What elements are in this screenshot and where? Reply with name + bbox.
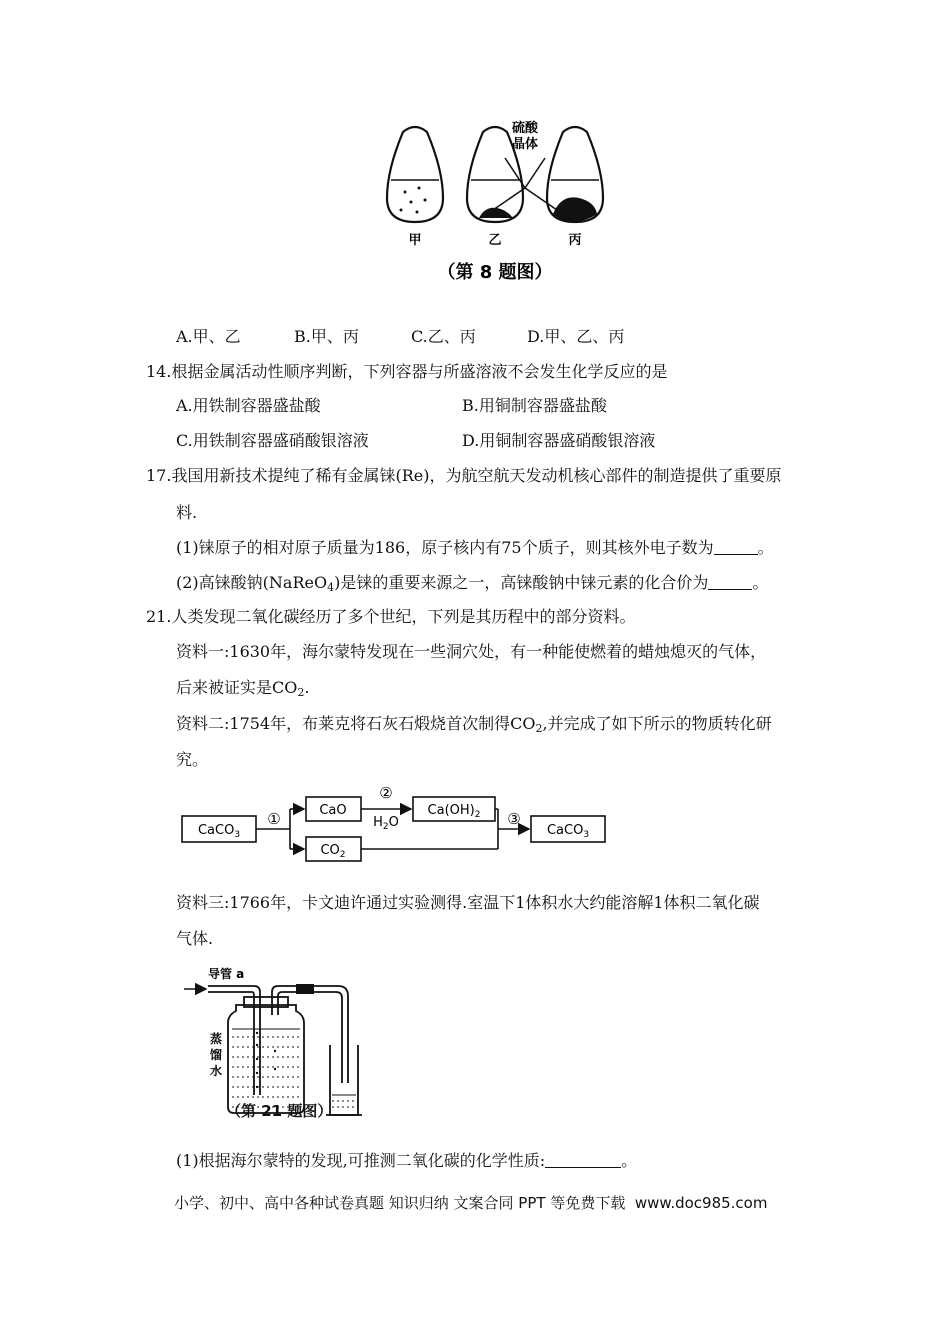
q21-stem: 21.人类发现二氧化碳经历了多个世纪，下列是其历程中的部分资料。 — [146, 607, 636, 626]
footer — [174, 1192, 767, 1213]
q17-part1 — [176, 538, 774, 558]
q17-part2 — [176, 573, 768, 593]
q14-option-c: C.用铁制容器盛硝酸银溶液 — [176, 431, 369, 450]
q13-option-c: C.乙、丙 — [411, 327, 476, 346]
q21-material1-line1: 资料一:1630年，海尔蒙特发现在一些洞穴处，有一种能使燃着的蜡烛熄灭的气体， — [176, 642, 767, 661]
flask-label-bing: 丙 — [568, 233, 582, 248]
footer-url[interactable]: www.doc985.com — [634, 1194, 768, 1212]
step-2-label: ② — [379, 784, 393, 802]
label-caco3-end: CaCO$_3$ — [546, 823, 590, 840]
q17-stem-line1: 17.我国用新技术提纯了稀有金属铼(Re)，为航空航天发动机核心部件的制造提供了重要原 — [146, 466, 782, 485]
figure-8-caption: （第 8 题图） — [437, 262, 553, 283]
q17-part2-sub: 4 — [327, 581, 335, 594]
q21-m2-end: ,并完成了如下所示的物质转化研 — [542, 714, 772, 733]
step-1-label: ① — [267, 810, 281, 828]
q17-part2-end: 。 — [752, 573, 769, 592]
figure-8-flasks — [375, 110, 605, 290]
flask-label-yi: 乙 — [488, 233, 502, 248]
q14-stem: 14.根据金属活动性顺序判断，下列容器与所盛溶液不会发生化学反应的是 — [146, 362, 668, 381]
q21-m2-sub: 2 — [535, 722, 543, 735]
water-label-char3: 水 — [209, 1064, 223, 1078]
figure-21-caption: （第 21 题图） — [226, 1102, 333, 1120]
q21-part1 — [176, 1151, 637, 1171]
q21-material2-line2: 究。 — [176, 750, 209, 769]
crystal-label-line2: 晶体 — [511, 137, 539, 152]
label-co2: $CO_2$ — [320, 843, 346, 860]
q21-material3-line2: 气体. — [176, 929, 214, 948]
q13-option-d: D.甲、乙、丙 — [527, 327, 625, 346]
q14-option-d: D.用铜制容器盛硝酸银溶液 — [462, 431, 656, 450]
q21-material2-line1 — [176, 714, 772, 734]
footer-text: 小学、初中、高中各种试卷真题 知识归纳 文案合同 PPT 等免费下载 — [174, 1194, 626, 1212]
q17-stem-line2: 料. — [176, 503, 198, 522]
q21-m1-text: 后来被证实是CO — [176, 678, 298, 697]
conversion-flow-diagram — [178, 782, 610, 862]
q17-part1-blank[interactable] — [714, 540, 758, 555]
q21-m1-end: . — [304, 678, 310, 697]
q17-part1-text: (1)铼原子的相对原子质量为186，原子核内有75个质子，则其核外电子数为 — [176, 538, 714, 557]
q21-material1-line2 — [176, 678, 309, 698]
label-caoh2: $Ca(OH)_2$ — [427, 803, 481, 820]
q21-part1-blank[interactable] — [545, 1153, 621, 1168]
q21-material3-line1: 资料三:1766年，卡文迪许通过实验测得.室温下1体积水大约能溶解1体积二氧化碳 — [176, 893, 760, 912]
step-3-label: ③ — [507, 810, 521, 828]
flask-label-jia: 甲 — [408, 233, 422, 248]
q14-option-b: B.用铜制容器盛盐酸 — [462, 396, 607, 415]
water-label-char1: 蒸 — [209, 1032, 223, 1046]
q17-part2-text-a: (2)高铼酸钠(NaReO — [176, 573, 328, 592]
label-caco3-start: CaCO$_3$ — [197, 823, 241, 840]
q13-option-a: A.甲、乙 — [176, 327, 241, 346]
water-label: $H_2O$ — [373, 815, 399, 832]
q21-part1-text: (1)根据海尔蒙特的发现,可推测二氧化碳的化学性质: — [176, 1151, 546, 1170]
q17-part2-text-b: )是铼的重要来源之一，高铼酸钠中铼元素的化合价为 — [334, 573, 709, 592]
q21-part1-end: 。 — [621, 1151, 638, 1170]
tube-a-label: 导管 a — [208, 967, 245, 981]
q17-part1-end: 。 — [757, 538, 774, 557]
flask-jia — [387, 127, 443, 222]
q13-option-b: B.甲、丙 — [294, 327, 359, 346]
water-label-char2: 馏 — [209, 1048, 223, 1062]
label-cao: CaO — [319, 803, 347, 818]
q17-part2-blank[interactable] — [708, 575, 752, 590]
crystal-label-line1: 硫酸 — [511, 121, 539, 136]
q21-m1-sub: 2 — [297, 686, 305, 699]
q14-option-a: A.用铁制容器盛盐酸 — [176, 396, 321, 415]
q21-m2-text: 资料二:1754年，布莱克将石灰石煅烧首次制得CO — [176, 714, 536, 733]
